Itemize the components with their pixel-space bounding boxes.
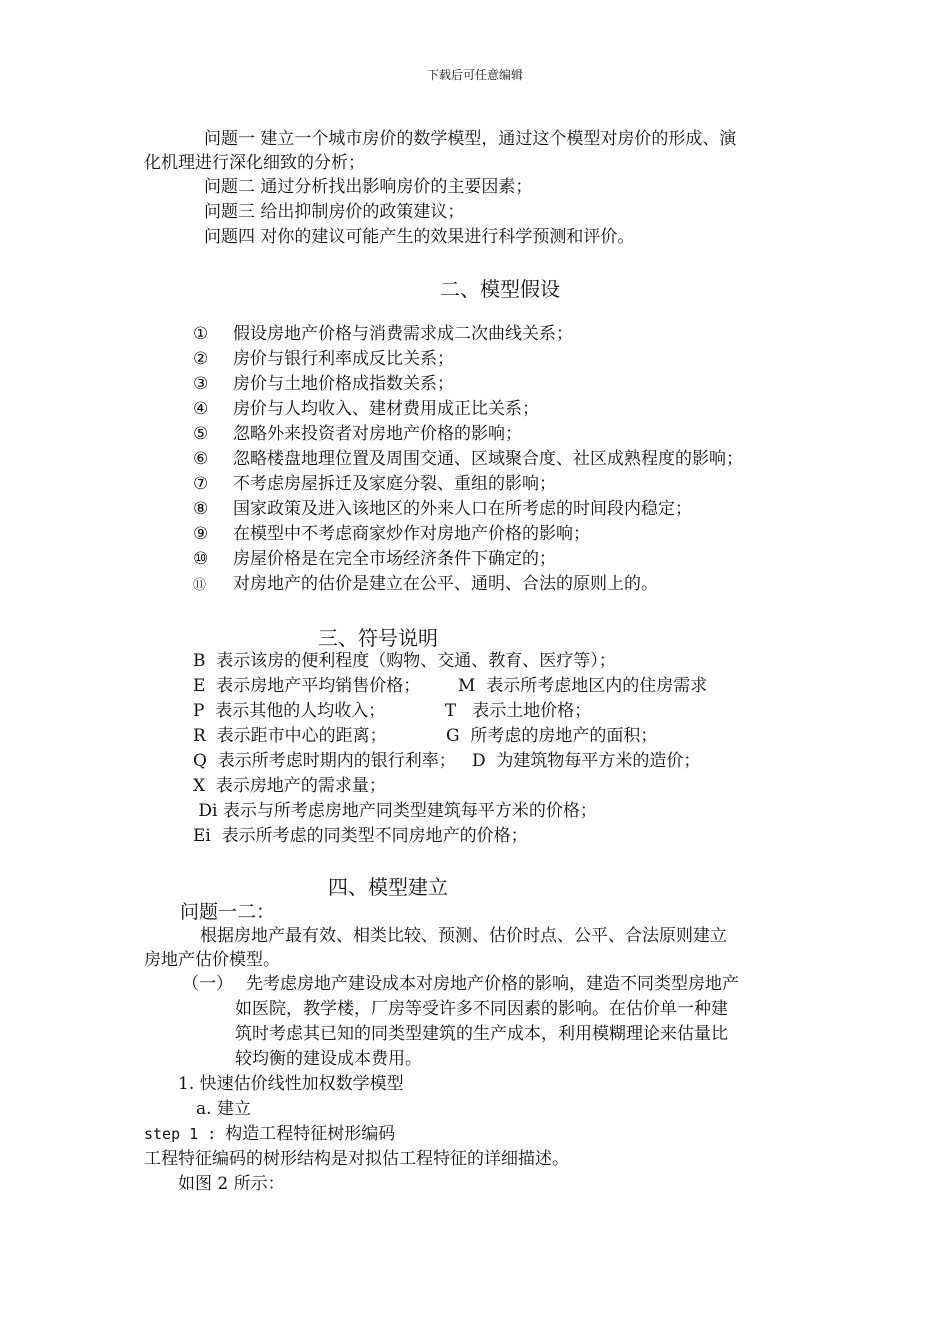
assumption-item: [193, 522, 590, 546]
question-4: 问题四 对你的建议可能产生的效果进行科学预测和评价。: [204, 227, 635, 247]
assumption-item: [193, 447, 743, 471]
symbol-line: R 表示距市中心的距离； G 所考虑的房地产的面积；: [193, 726, 658, 746]
paragraph-line-2: 房地产估价模型。: [144, 950, 280, 970]
symbol-line: Di 表示与所考虑房地产同类型建筑每平方米的价格；: [193, 801, 597, 821]
item-line: 如医院，教学楼，厂房等受许多不同因素的影响。在估价单一种建: [235, 999, 728, 1019]
section-4-title: 四、模型建立: [328, 875, 448, 899]
assumption-item: [193, 422, 522, 446]
section-3-title: 三、符号说明: [318, 626, 438, 650]
assumption-text: 忽略外来投资者对房地产价格的影响；: [233, 424, 522, 444]
symbol-line: Q 表示所考虑时期内的银行利率； D 为建筑物每平方米的造价；: [193, 751, 701, 771]
assumption-number: ④: [193, 399, 209, 419]
paragraph-line-1: 根据房地产最有效、相类比较、预测、估价时点、公平、合法原则建立: [200, 926, 727, 946]
assumption-item: [193, 347, 454, 371]
assumption-text: 忽略楼盘地理位置及周围交通、区域聚合度、社区成熟程度的影响；: [233, 449, 743, 469]
sub-step-a: a. 建立: [196, 1099, 251, 1119]
assumption-item: [193, 497, 692, 521]
subsection-title: 问题一二：: [180, 901, 276, 923]
figure-reference: 如图 2 所示：: [178, 1174, 285, 1194]
assumption-number: ⑤: [193, 424, 209, 444]
symbol-line: Ei 表示所考虑的同类型不同房地产的价格；: [193, 826, 528, 846]
assumption-text: 国家政策及进入该地区的外来人口在所考虑的时间段内稳定；: [233, 499, 692, 519]
assumption-number: ⑨: [193, 524, 209, 544]
question-1-line-1: 问题一 建立一个城市房价的数学模型，通过这个模型对房价的形成、演: [204, 129, 737, 149]
question-2: 问题二 通过分析找出影响房价的主要因素；: [204, 177, 533, 197]
assumption-number: ⑦: [193, 474, 209, 494]
assumption-text: 不考虑房屋拆迁及家庭分裂、重组的影响；: [233, 474, 556, 494]
assumption-text: 房价与人均收入、建材费用成正比关系；: [233, 399, 539, 419]
assumption-number: ⑧: [193, 499, 209, 519]
assumption-item: [193, 472, 556, 496]
item-line: 筑时考虑其已知的同类型建筑的生产成本，利用模糊理论来估量比: [235, 1024, 728, 1044]
question-3: 问题三 给出抑制房价的政策建议；: [204, 202, 465, 222]
description: 工程特征编码的树形结构是对拟估工程特征的详细描述。: [144, 1149, 569, 1169]
question-1-line-2: 化机理进行深化细致的分析；: [144, 153, 365, 173]
assumption-item: [193, 322, 573, 346]
assumption-text: 在模型中不考虑商家炒作对房地产价格的影响；: [233, 524, 590, 544]
model-title: 1. 快速估价线性加权数学模型: [178, 1074, 404, 1094]
assumption-text: 假设房地产价格与消费需求成二次曲线关系；: [233, 324, 573, 344]
assumption-number: ②: [193, 349, 209, 369]
assumption-number: ⑩: [193, 549, 209, 569]
assumption-text: 对房地产的估价是建立在公平、通明、合法的原则上的。: [233, 574, 658, 594]
item-line: 先考虑房地产建设成本对房地产价格的影响，建造不同类型房地产: [246, 974, 739, 994]
assumption-number: ⑪: [193, 578, 207, 593]
assumption-number: ③: [193, 374, 209, 394]
step-1: [144, 1122, 395, 1146]
assumption-item: [193, 547, 556, 571]
step-1-prefix: step 1 :: [144, 1125, 226, 1143]
assumption-text: 房价与土地价格成指数关系；: [233, 374, 454, 394]
assumption-text: 房价与银行利率成反比关系；: [233, 349, 454, 369]
item-label: （一）: [182, 974, 233, 994]
assumption-number: ⑥: [193, 449, 209, 469]
page-header: 下载后可任意编辑: [426, 68, 523, 82]
symbol-line: B 表示该房的便利程度（购物、交通、教育、医疗等）；: [193, 651, 616, 671]
section-2-title: 二、模型假设: [440, 277, 560, 301]
symbol-line: X 表示房地产的需求量；: [193, 776, 386, 796]
assumption-number: ①: [193, 324, 209, 344]
assumption-item: [193, 397, 539, 421]
step-1-text: 构造工程特征树形编码: [225, 1124, 396, 1144]
assumption-item: [193, 372, 454, 396]
symbol-line: E 表示房地产平均销售价格； M 表示所考虑地区内的住房需求: [193, 676, 708, 696]
assumption-text: 房屋价格是在完全市场经济条件下确定的；: [233, 549, 556, 569]
symbol-line: P 表示其他的人均收入； T 表示土地价格；: [193, 701, 592, 721]
assumption-item: [193, 572, 658, 598]
item-line: 较均衡的建设成本费用。: [235, 1049, 422, 1069]
